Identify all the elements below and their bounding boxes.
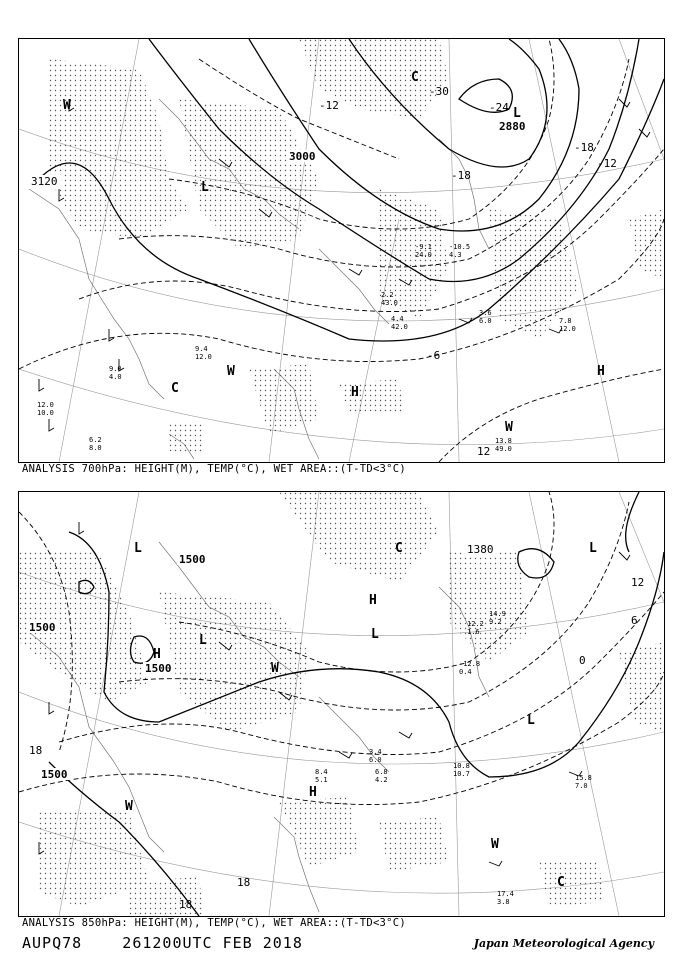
temp-label: -12	[597, 157, 617, 170]
station-value: 8.0	[89, 444, 102, 452]
low-center-marker: L	[201, 180, 209, 195]
station-value: 4.0	[109, 373, 122, 381]
height-label-3000: 3000	[289, 150, 316, 163]
station-value: 15.8	[575, 774, 592, 782]
warm-center-marker: W	[125, 799, 133, 814]
cold-center-marker: C	[171, 381, 179, 396]
map-850-wet-areas	[19, 492, 664, 916]
station-value: 12.0	[559, 325, 576, 333]
temp-label: 6	[631, 614, 638, 627]
station-value: 12.2	[467, 620, 484, 628]
product-code: AUPQ78 261200UTC FEB 2018	[22, 934, 303, 952]
map-850-canvas	[19, 492, 664, 916]
caption-700hpa: ANALYSIS 700hPa: HEIGHT(M), TEMP(°C), WET AREA::(T-TD<3°C)	[22, 463, 407, 475]
station-value: 4.4	[391, 315, 404, 323]
station-value: 49.0	[495, 445, 512, 453]
station-value: 7.8	[559, 317, 572, 325]
station-value: 6.2	[89, 436, 102, 444]
station-value: 4.2	[375, 776, 388, 784]
station-value: 12.0	[37, 401, 54, 409]
station-value: 9.4	[195, 345, 208, 353]
temp-label: 18	[179, 898, 193, 911]
warm-center-marker: W	[227, 364, 235, 379]
warm-center-marker: W	[271, 661, 279, 676]
height-label-2880: 2880	[499, 120, 526, 133]
cold-center-marker: C	[395, 541, 403, 556]
low-center-marker: L	[527, 713, 535, 728]
temp-label: -18	[574, 141, 594, 154]
temp-label: -30	[429, 85, 449, 98]
station-value: 1.6	[467, 628, 480, 636]
low-center-marker: L	[199, 633, 207, 648]
low-center-marker: L	[513, 106, 521, 121]
station-value: 6.0	[479, 317, 492, 325]
high-center-marker: H	[309, 785, 317, 800]
station-value: 6.8	[375, 768, 388, 776]
high-center-marker: H	[351, 385, 359, 400]
height-label-1380: 1380	[467, 543, 494, 556]
temp-label: -6	[427, 349, 441, 362]
station-value: 14.9	[489, 610, 506, 618]
cold-center-marker: C	[557, 875, 565, 890]
station-value: 10.7	[453, 770, 470, 778]
temp-label: 0	[579, 654, 586, 667]
station-value: -12.8	[459, 660, 481, 668]
station-value: 13.8	[495, 437, 512, 445]
station-value: 4.3	[449, 251, 462, 259]
station-value: 24.0	[415, 251, 432, 259]
station-value: 5.1	[315, 776, 328, 784]
station-value: 12.0	[195, 353, 212, 361]
agency-credit: Japan Meteorological Agency	[473, 937, 654, 950]
height-label-1500: 1500	[179, 553, 206, 566]
high-center-marker: H	[153, 647, 161, 662]
temp-label: -18	[451, 169, 471, 182]
cold-center-marker: C	[411, 70, 419, 85]
height-label-1500: 1500	[29, 621, 56, 634]
temp-label: 18	[29, 744, 43, 757]
temp-label: 12	[631, 576, 645, 589]
analysis-850hpa-map	[18, 491, 665, 917]
station-value: 42.0	[391, 323, 408, 331]
low-center-marker: L	[371, 627, 379, 642]
station-value: 8.4	[315, 768, 328, 776]
warm-center-marker: W	[63, 98, 71, 113]
low-center-marker: L	[134, 541, 142, 556]
temp-label: -24	[489, 101, 509, 114]
station-value: 3.6	[479, 309, 492, 317]
station-value: 43.0	[381, 299, 398, 307]
map-700-canvas	[19, 39, 664, 462]
high-center-marker: H	[369, 593, 377, 608]
station-value: 0.4	[459, 668, 472, 676]
station-value: 9.2	[489, 618, 502, 626]
height-label-3120: 3120	[31, 175, 58, 188]
temp-label: 12	[477, 445, 491, 458]
station-value: 7.0	[575, 782, 588, 790]
temp-label: -12	[319, 99, 339, 112]
analysis-700hpa-map	[18, 38, 665, 463]
height-label-1500: 1500	[145, 662, 172, 675]
station-value: 3.8	[497, 898, 510, 906]
height-label-1500: 1500	[41, 768, 68, 781]
station-value: -10.5	[449, 243, 471, 251]
station-value: 10.0	[37, 409, 54, 417]
station-value: -9.1	[415, 243, 432, 251]
station-value: 9.0	[109, 365, 122, 373]
station-value: 2.2	[381, 291, 394, 299]
temp-label: 18	[237, 876, 251, 889]
station-value: 17.4	[497, 890, 514, 898]
station-value: 10.8	[453, 762, 470, 770]
caption-850hpa: ANALYSIS 850hPa: HEIGHT(M), TEMP(°C), WET AREA::(T-TD<3°C)	[22, 917, 407, 929]
warm-center-marker: W	[491, 837, 499, 852]
station-value: 6.0	[369, 756, 382, 764]
warm-center-marker: W	[505, 420, 513, 435]
station-value: 3.4	[369, 748, 382, 756]
low-center-marker: L	[589, 541, 597, 556]
high-center-marker: H	[597, 364, 605, 379]
